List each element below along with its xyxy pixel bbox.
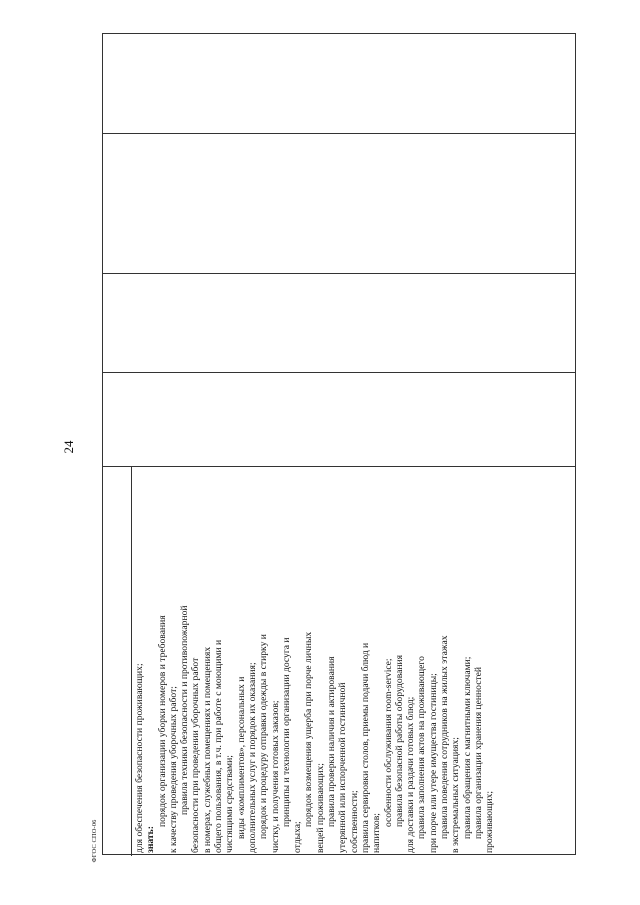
text-line: порядок возмещения ущерба при порче личных: [303, 631, 315, 827]
text-line: собственности;: [348, 790, 360, 853]
text-line: принципы и технологии организации досуга и: [280, 637, 292, 827]
competency-text: [134, 465, 572, 853]
text-line: правила организации хранения ценностей: [472, 666, 484, 839]
text-line: при порче или утере имущества гостиницы;: [427, 673, 439, 853]
text-line: общего пользования, в т.ч. при работе с моющими и: [213, 639, 225, 853]
text-line: напитков;: [371, 813, 383, 853]
text-line: вещей проживающих;: [314, 763, 326, 853]
text-line: чистящими средствами;: [224, 755, 236, 853]
text-line: правила проверки наличия и актирования: [326, 656, 338, 827]
text-line: в номерах, служебных помещениях и помещениях: [201, 646, 213, 853]
text-line: чистку, и получения готовых заказов;: [269, 700, 281, 853]
section-heading: знать:: [145, 826, 157, 853]
text-line: для доставки и раздачи готовых блюд;: [405, 696, 417, 853]
text-line: порядок организации уборки номеров и требования: [156, 615, 168, 827]
text-line: особенности обслуживания room-service;: [382, 658, 394, 827]
text-line: правила поведения сотрудников на жилых этажах: [439, 635, 451, 839]
text-line: правила техники безопасности и противопожарной: [179, 605, 191, 815]
text-line: в экстремальных ситуациях;: [450, 737, 462, 853]
text-line: утерянной или испорченной гостиничной: [337, 682, 349, 853]
text-line: проживающих;: [484, 790, 496, 853]
competency-cell: [134, 465, 496, 905]
footer-label: ФГОС СПО-06: [91, 819, 98, 863]
text-line: порядок и процедуру отправки одежды в стирку и: [258, 634, 270, 839]
row-divider: [103, 273, 575, 274]
text-line: дополнительных услуг и порядок их оказания;: [246, 662, 258, 853]
text-line: правила безопасной работы оборудования: [393, 654, 405, 827]
row-divider: [103, 133, 575, 134]
page-number: 24: [61, 440, 76, 454]
row-divider: [103, 372, 575, 373]
text-line: правила обращения с магнитными ключами;: [461, 656, 473, 839]
text-line: к качеству проведения уборочных работ;: [167, 686, 179, 853]
text-line: для обеспечения безопасности проживающих;: [134, 663, 145, 853]
text-line: виды «комплиментов», персональных и: [235, 676, 247, 839]
text-line: правила заполнения актов на проживающего: [416, 656, 428, 839]
text-line: безопасности при проведении уборочных работ: [190, 657, 202, 853]
text-line: отдыха;: [292, 821, 304, 853]
column-divider: [131, 466, 132, 856]
text-line: правила сервировки столов, приемы подачи блюд и: [359, 642, 371, 853]
